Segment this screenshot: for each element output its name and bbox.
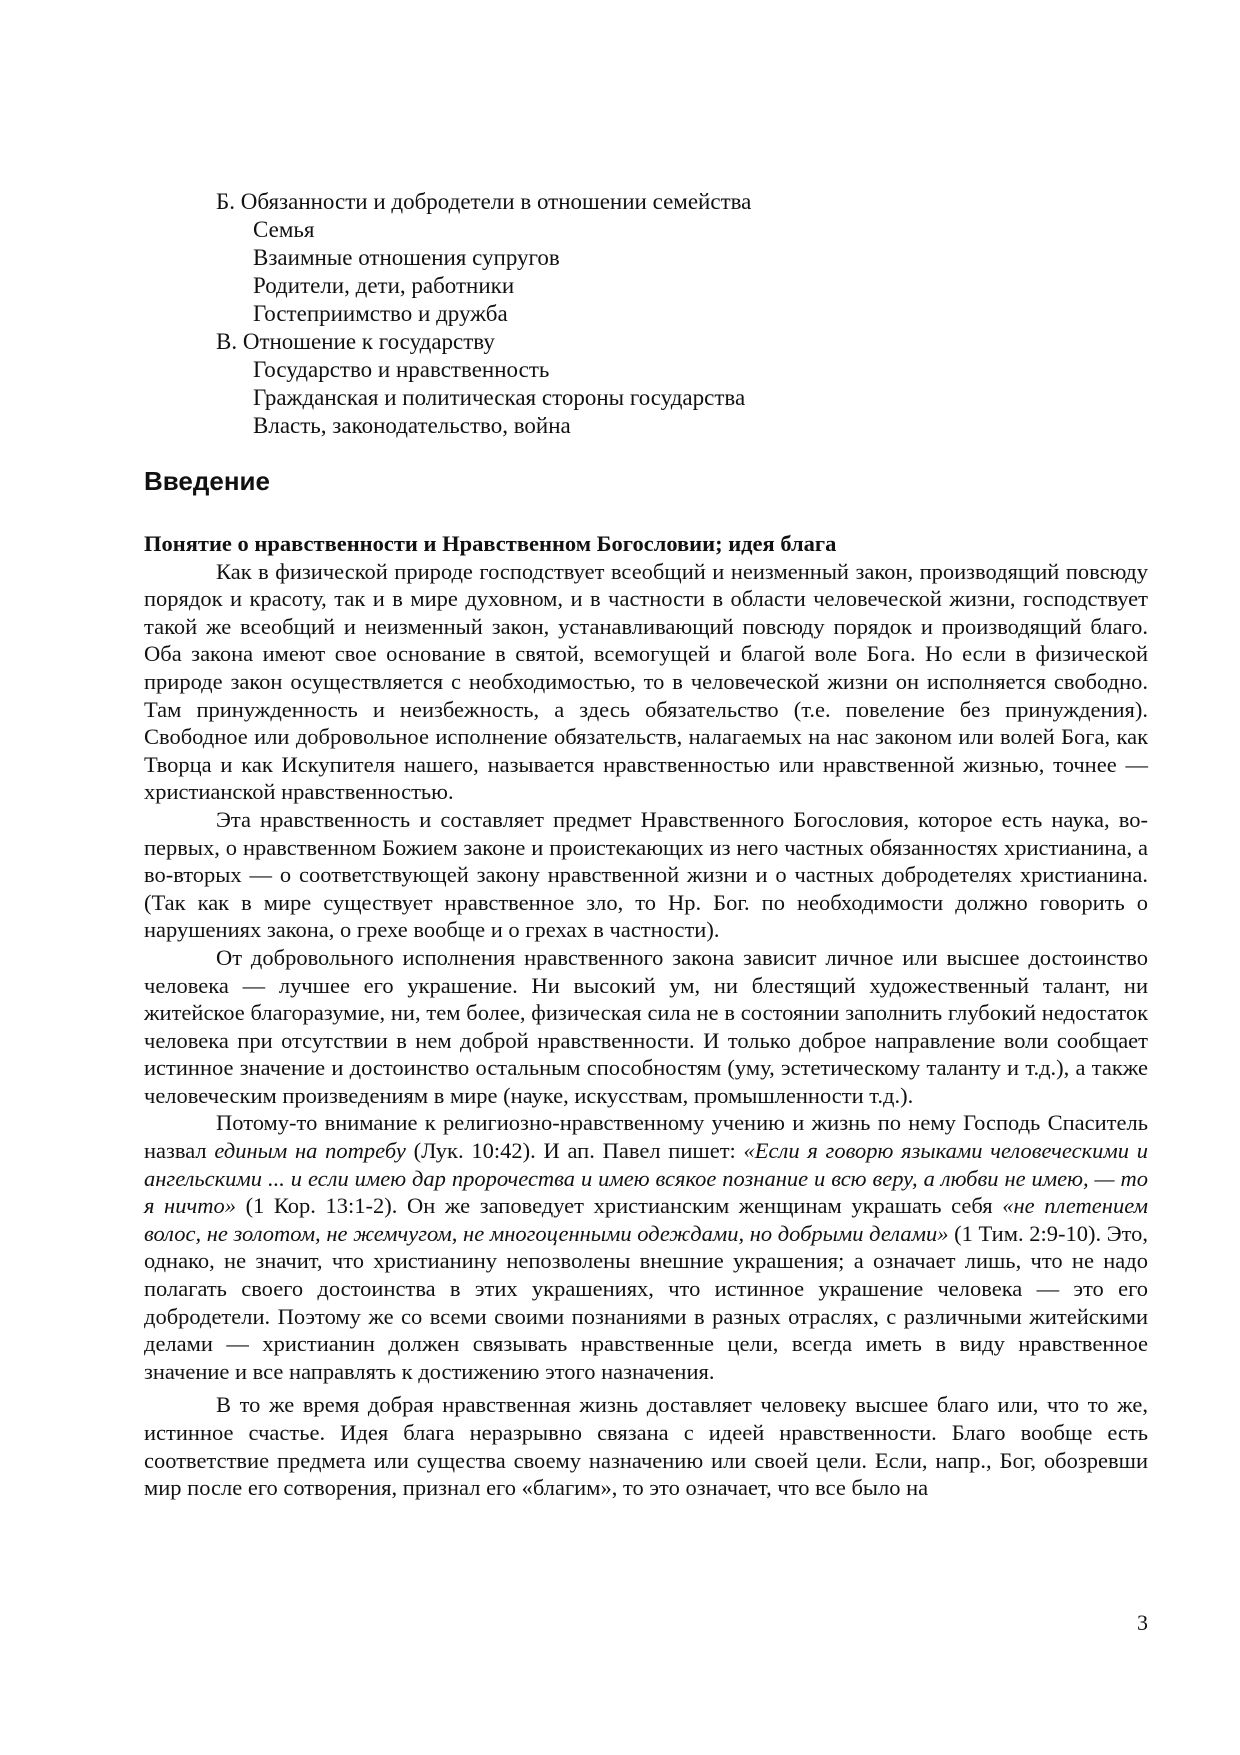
paragraph: В то же время добрая нравственная жизнь доставляет человеку высшее благо или, что то же, истинное счастье. Идея блага неразрывно связана с идеей нравственности. Благо вообще есть соответствие предмета или существа своему назначению или своей цели. Если, напр., Бог, обозревши мир после его сотворения, признал его «благим», то это означает, что все было на [144,1392,1148,1501]
toc-heading: Б. Обязанности и добродетели в отношении семейства [216,189,752,214]
toc-heading: В. Отношение к государству [216,329,495,354]
toc-item: Взаимные отношения супругов [253,245,560,270]
paragraph [144,1109,1148,1385]
section-title: Понятие о нравственности и Нравственном Богословии; идея блага [144,531,837,556]
toc-item: Семья [253,217,315,242]
text-run: Потому-то внимание к религиозно-нравственному учению и жизнь по нему Господь Спаситель назвал [144,1110,1148,1164]
body-text [144,530,1148,1502]
italic-quote: «Если я говорю языками человеческими и ангельскими ... и если имею дар пророчества и имею всякое познание и всю веру, а любви не имею, — то я ничто» [144,1138,1148,1219]
paragraph: Эта нравственность и составляет предмет Нравственного Богословия, которое есть наука, во-первых, о нравственном Божием законе и проистекающих из него частных обязанностях христианина, а во-вторых — о соответствующей закону нравственной жизни и о частных добродетелях христианина. (Так как в мире существует нравственное зло, то Нр. Бог. по необходимости должно говорить о нарушениях закона, о грехе вообще и о грехах в частности). [144,806,1148,943]
paragraph: От добровольного исполнения нравственного закона зависит личное или высшее достоинство человека — лучшее его украшение. Ни высокий ум, ни блестящий художественный талант, ни житейское благоразумие, ни, тем более, физическая сила не в состоянии заполнить глубокий недостаток человека при отсутствии в нем доброй нравственности. И только доброе направление воли сообщает истинное значение и достоинство остальным способностям (уму, эстетическому таланту и т.д.), а также человеческим произведениям в мире (науке, искусствам, промышленности т.д.). [144,944,1148,1108]
italic-quote: «не плетением волос, не золотом, не жемчугом, не многоценными одеждами, но добрыми делами» [144,1193,1148,1246]
toc-item: Государство и нравственность [253,357,550,382]
chapter-title: Введение [144,466,270,496]
toc-item: Власть, законодательство, война [253,413,571,438]
italic-quote: единым на потребу [214,1138,406,1164]
toc-item: Гостеприимство и дружба [253,301,508,326]
toc-item: Родители, дети, работники [253,273,515,298]
table-of-contents [216,188,1116,440]
page-number: 3 [1137,1610,1148,1635]
text-run: (Лук. 10:42). И ап. Павел пишет: [405,1138,744,1164]
text-run: (1 Кор. 13:1-2). Он же заповедует христианским женщинам украшать себя [235,1193,1003,1219]
paragraph: Как в физической природе господствует всеобщий и неизменный закон, производящий повсюду порядок и красоту, так и в мире духовном, и в частности в области человеческой жизни, господствует такой же всеобщий и неизменный закон, устанавливающий повсюду порядок и производящий благо. Оба закона имеют свое основание в святой, всемогущей и благой воле Бога. Но если в физической природе закон осуществляется с необходимостью, то в человеческой жизни он исполняется свободно. Там принужденность и неизбежность, а здесь обязательство (т.е. повеление без принуждения). Свободное или добровольное исполнение обязательств, налагаемых на нас законом или волей Бога, как Творца и как Искупителя нашего, называется нравственностью или нравственной жизнью, точнее — христианской нравственностью. [144,558,1148,805]
toc-item: Гражданская и политическая стороны государства [253,385,746,410]
text-run: (1 Тим. 2:9-10). Это, однако, не значит, что христианину непозволены внешние украшения; а означает лишь, что не надо полагать своего достоинства в этих украшениях, что истинное украшение человека — это его добродетели. Поэтому же со всеми своими познаниями в разных отраслях, с различными житейскими делами — христианин должен связывать нравственные цели, всегда иметь в виду нравственное значение и все направлять к достижению этого назначения. [144,1220,1149,1384]
